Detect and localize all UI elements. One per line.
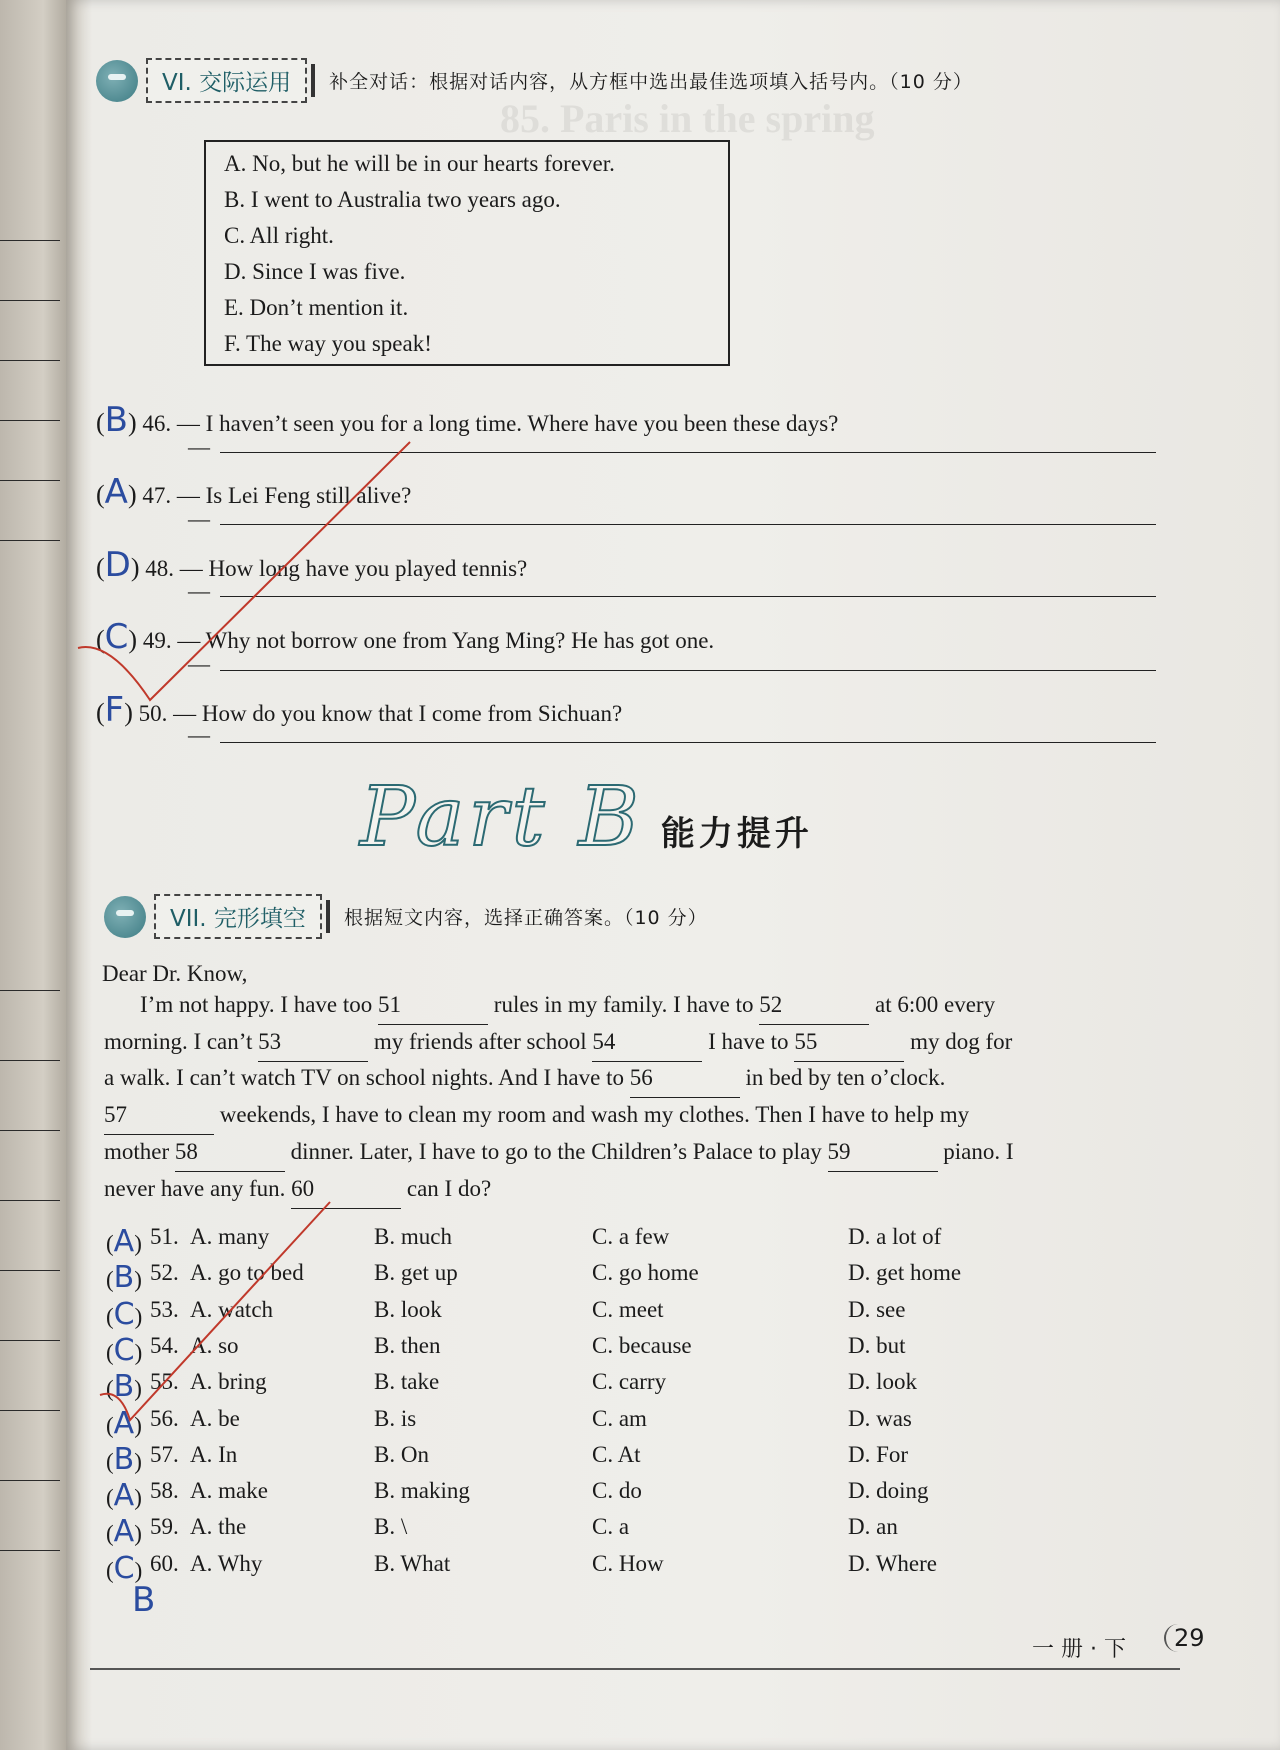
answer-blank-48[interactable]	[220, 596, 1156, 597]
choice-option-c[interactable]: C. At	[592, 1441, 641, 1467]
adjacent-page-edge	[0, 0, 72, 1750]
choice-option-a[interactable]: A. the	[190, 1514, 247, 1540]
choice-number: 53.	[150, 1296, 179, 1322]
choice-option-d[interactable]: D. was	[848, 1405, 912, 1431]
option-a: A. No, but he will be in our hearts forever.	[224, 151, 615, 176]
choice-option-d[interactable]: D. For	[848, 1441, 909, 1467]
choice-option-c[interactable]: C. meet	[592, 1296, 664, 1322]
blank-53[interactable]: 53	[258, 1024, 368, 1062]
blank-58[interactable]: 58	[175, 1134, 285, 1172]
choice-option-d[interactable]: D. but	[848, 1332, 906, 1358]
question-text: — I haven’t seen you for a long time. Where have you been these days?	[176, 411, 839, 436]
choice-option-b[interactable]: B. take	[374, 1369, 440, 1395]
answer-blank-47[interactable]	[220, 524, 1156, 525]
handwritten-answer: A	[113, 1224, 135, 1259]
option-e: E. Don’t mention it.	[224, 295, 409, 320]
choice-option-c[interactable]: C. a	[592, 1514, 630, 1540]
choice-option-b[interactable]: B. much	[374, 1224, 452, 1249]
choice-option-b[interactable]: B. then	[374, 1332, 441, 1358]
choice-option-d[interactable]: D. a lot of	[848, 1224, 942, 1249]
choice-option-a[interactable]: A. make	[190, 1478, 268, 1504]
option-d: D. Since I was five.	[224, 259, 406, 284]
handwritten-answer: D	[104, 545, 131, 585]
option-b: B. I went to Australia two years ago.	[224, 187, 561, 212]
blank-52[interactable]: 52	[759, 987, 869, 1025]
question-48: (D) 48. — How long have you played tennis?	[96, 545, 528, 585]
choice-option-b[interactable]: B. On	[374, 1441, 429, 1467]
handwritten-answer: C	[113, 1332, 135, 1368]
choice-option-a[interactable]: A. go to bed	[190, 1260, 304, 1286]
section-7-header	[104, 894, 708, 939]
choice-number: 57.	[150, 1441, 179, 1467]
letter-line-6: never have any fun. 60 can I do?	[104, 1171, 491, 1209]
question-text: — How long have you played tennis?	[179, 556, 528, 581]
choice-option-a[interactable]: A. watch	[190, 1296, 274, 1322]
letter-line-2: morning. I can’t 53 my friends after school 54 I have to 55 my dog for	[104, 1024, 1012, 1062]
handwritten-answer: A	[113, 1514, 135, 1550]
handwritten-answer: F	[104, 690, 125, 730]
choice-option-a[interactable]: A. bring	[190, 1369, 267, 1395]
options-box	[204, 140, 730, 366]
choice-option-b[interactable]: B. look	[374, 1296, 442, 1322]
blank-51[interactable]: 51	[378, 987, 488, 1025]
handwritten-answer: B	[113, 1369, 135, 1405]
choice-option-c[interactable]: C. a few	[592, 1224, 670, 1249]
section-6-title: VI. 交际运用	[146, 58, 307, 103]
choice-option-a[interactable]: A. In	[190, 1441, 238, 1467]
question-text: — Why not borrow one from Yang Ming? He has got one.	[177, 628, 715, 653]
choice-option-d[interactable]: D. see	[848, 1296, 906, 1322]
question-50: (F) 50. — How do you know that I come from Sichuan?	[96, 690, 623, 730]
section-7-instruction: 根据短文内容，选择正确答案。（10 分）	[343, 907, 708, 929]
footer-rule	[90, 1668, 1180, 1670]
choice-option-c[interactable]: C. do	[592, 1478, 642, 1504]
answer-blank-46[interactable]	[220, 452, 1156, 453]
choice-option-b[interactable]: B. \	[374, 1514, 408, 1540]
handwritten-answer: C	[104, 617, 129, 657]
choice-number: 58.	[150, 1478, 179, 1504]
question-text: — Is Lei Feng still alive?	[176, 483, 412, 508]
letter-line-3: a walk. I can’t watch TV on school nights. And I have to 56 in bed by ten o’clock.	[104, 1060, 945, 1098]
blank-57[interactable]: 57	[104, 1097, 214, 1135]
show-through-text: 85. Paris in the spring	[500, 96, 875, 141]
question-49: (C) 49. — Why not borrow one from Yang Ming? He has got one.	[96, 617, 715, 657]
choice-option-c[interactable]: C. How	[592, 1550, 664, 1576]
choice-number: 51.	[150, 1224, 179, 1249]
section-7-title: VII. 完形填空	[154, 894, 322, 939]
handwritten-answer: B	[113, 1260, 135, 1296]
option-c: C. All right.	[224, 223, 334, 248]
choice-option-b[interactable]: B. get up	[374, 1260, 458, 1286]
choice-number: 55.	[150, 1369, 179, 1395]
blank-55[interactable]: 55	[794, 1024, 904, 1062]
choice-option-d[interactable]: D. doing	[848, 1478, 929, 1504]
protractor-icon	[104, 896, 146, 938]
handwritten-extra-answer: B	[132, 1580, 156, 1620]
letter-line-5: mother 58 dinner. Later, I have to go to the Children’s Palace to play 59 piano. I	[104, 1134, 1014, 1172]
choice-option-d[interactable]: D. an	[848, 1514, 898, 1540]
page-number: 29	[1164, 1624, 1205, 1652]
question-46: (B) 46. — I haven’t seen you for a long time. Where have you been these days?	[96, 400, 839, 440]
choice-option-c[interactable]: C. because	[592, 1332, 692, 1358]
part-b-heading	[360, 770, 813, 865]
blank-54[interactable]: 54	[592, 1024, 702, 1062]
footer-label: 一 册 · 下	[1032, 1637, 1126, 1662]
chat-people-icon	[96, 60, 138, 102]
blank-56[interactable]: 56	[630, 1060, 740, 1098]
handwritten-answer: A	[113, 1405, 135, 1441]
handwritten-answer: C	[113, 1296, 135, 1332]
option-f: F. The way you speak!	[224, 331, 432, 356]
blank-60[interactable]: 60	[291, 1171, 401, 1209]
handwritten-answer: B	[113, 1441, 135, 1477]
choice-option-b[interactable]: B. making	[374, 1478, 470, 1504]
section-6-header	[96, 58, 973, 103]
choice-option-d[interactable]: D. Where	[848, 1550, 937, 1576]
choice-number: 59.	[150, 1514, 179, 1540]
choice-option-d[interactable]: D. look	[848, 1369, 917, 1395]
choice-option-a[interactable]: A. so	[190, 1332, 239, 1358]
choice-option-b[interactable]: B. What	[374, 1550, 451, 1576]
choice-option-d[interactable]: D. get home	[848, 1260, 962, 1286]
letter-line-4: 57 weekends, I have to clean my room and wash my clothes. Then I have to help my	[104, 1097, 969, 1135]
question-text: — How do you know that I come from Sichuan?	[173, 701, 623, 726]
choice-option-a[interactable]: A. Why	[190, 1550, 263, 1576]
choice-number: 56.	[150, 1405, 179, 1431]
choice-option-c[interactable]: C. am	[592, 1405, 647, 1431]
section-6-instruction: 补全对话：根据对话内容，从方框中选出最佳选项填入括号内。（10 分）	[329, 71, 973, 93]
choice-option-c[interactable]: C. carry	[592, 1369, 667, 1395]
letter-salutation: Dear Dr. Know,	[102, 961, 248, 986]
blank-59[interactable]: 59	[828, 1134, 938, 1172]
choice-option-a[interactable]: A. many	[190, 1224, 270, 1249]
question-47: (A) 47. — Is Lei Feng still alive?	[96, 472, 412, 512]
answer-blank-50[interactable]	[220, 742, 1156, 743]
letter-line-1: I’m not happy. I have too 51 rules in my family. I have to 52 at 6:00 every	[140, 987, 995, 1025]
handwritten-answer: A	[104, 472, 128, 512]
handwritten-answer: A	[113, 1478, 135, 1514]
handwritten-answer: B	[104, 400, 128, 440]
choice-option-b[interactable]: B. is	[374, 1405, 417, 1431]
part-b-cn-title: 能力提升	[660, 814, 813, 854]
choice-option-c[interactable]: C. go home	[592, 1260, 699, 1286]
answer-blank-49[interactable]	[220, 670, 1156, 671]
part-b-script-title: Part B	[360, 770, 643, 865]
choice-number: 60.	[150, 1550, 179, 1576]
choice-option-a[interactable]: A. be	[190, 1405, 240, 1431]
choice-number: 54.	[150, 1332, 179, 1358]
choice-number: 52.	[150, 1260, 179, 1286]
handwritten-answer: C	[113, 1550, 135, 1586]
